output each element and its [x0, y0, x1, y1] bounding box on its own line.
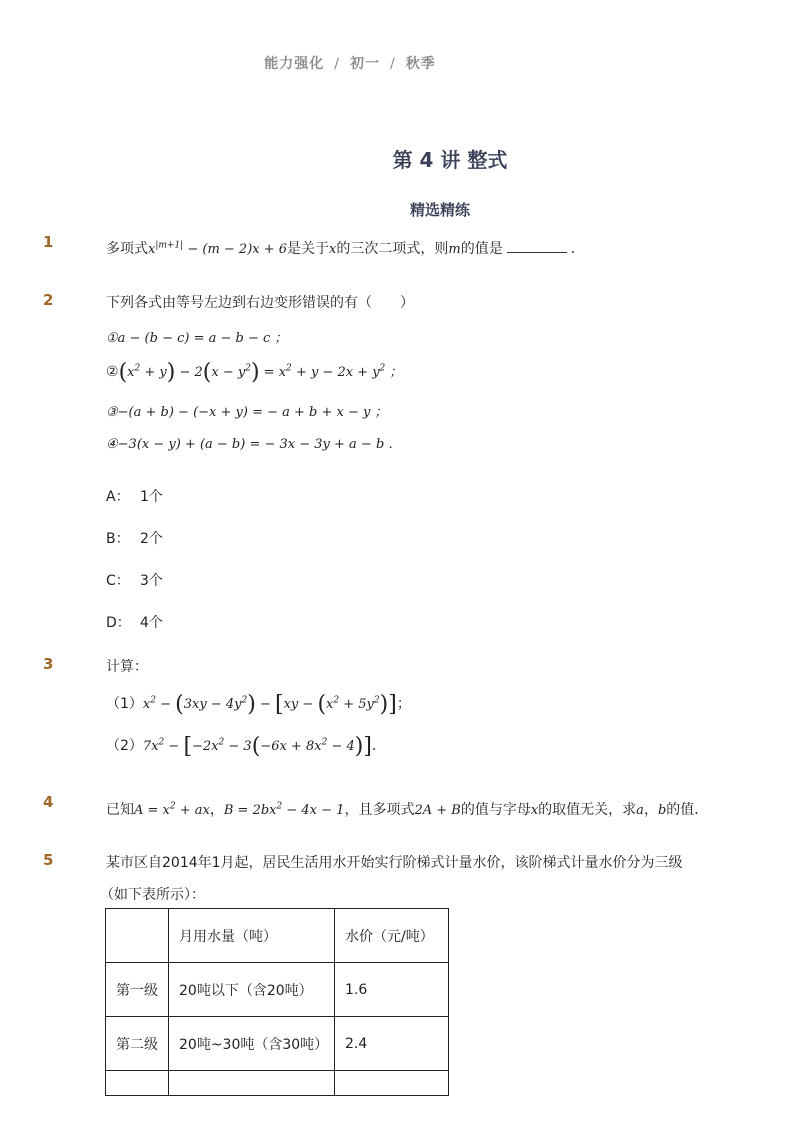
- question-2-stem: 下列各式由等号左边到右边变形错误的有（ ）: [106, 295, 414, 311]
- exponent: 2: [379, 363, 386, 374]
- breadcrumb-part-1: 能力强化: [264, 56, 325, 72]
- term: = x: [259, 365, 287, 380]
- paren-left: (: [118, 360, 128, 385]
- table-cell: 第一级: [106, 963, 169, 1017]
- table-cell: 第二级: [106, 1017, 169, 1071]
- q2-item-3: ③−(a + b) − (−x + y) = − a + b + x − y ；: [106, 405, 388, 420]
- exponent: 2: [134, 363, 141, 374]
- question-5-line-2: （如下表所示）：: [100, 887, 205, 903]
- term: a: [636, 803, 644, 818]
- table-cell: 20吨~30吨（含30吨）: [169, 1017, 335, 1071]
- exponent: 2: [286, 363, 292, 374]
- term: ；: [385, 365, 403, 380]
- option-text: 3个: [140, 573, 163, 589]
- option-c[interactable]: [106, 570, 163, 590]
- paren-left: (: [251, 734, 261, 759]
- exponent: 2: [333, 695, 340, 706]
- breadcrumb-separator: /: [390, 56, 396, 72]
- exponent: 2: [169, 801, 176, 812]
- text: 的取值无关，求: [538, 802, 637, 818]
- exponent: 2: [150, 695, 156, 706]
- term: 3xy − 4y: [183, 697, 242, 712]
- q1-end: ．: [570, 241, 585, 257]
- q1-math: [148, 242, 287, 257]
- paren-right: ): [354, 734, 364, 759]
- paren-left: (: [175, 692, 184, 717]
- table-cell: [106, 909, 169, 963]
- breadcrumb-part-2: 初一: [350, 56, 380, 72]
- option-text: 2个: [140, 531, 163, 547]
- section-title: 精选精练: [409, 201, 470, 219]
- q1-exponent: |m+1|: [155, 240, 184, 251]
- term: b: [657, 803, 667, 818]
- q3-part-1: [106, 692, 411, 717]
- text: ，: [209, 802, 224, 818]
- table-cell: 1.6: [335, 963, 449, 1017]
- question-number-5: 5: [43, 851, 54, 869]
- question-number-3: 3: [43, 655, 54, 673]
- breadcrumb-separator: /: [334, 56, 340, 72]
- term: xy −: [283, 697, 318, 712]
- q1-mid: − (m − 2)x + 6: [183, 242, 288, 257]
- option-d[interactable]: [106, 612, 163, 632]
- q2-item-2: [106, 360, 402, 385]
- q2-item-2-marker: ②: [106, 364, 119, 380]
- table-header-usage: 月用水量（吨）: [169, 909, 335, 963]
- question-1-text: [106, 238, 585, 258]
- option-letter: D：: [106, 615, 131, 631]
- water-price-table: [105, 908, 449, 1096]
- text: ，且多项式: [344, 802, 415, 818]
- term: − 3: [224, 739, 252, 754]
- term: −: [164, 739, 184, 754]
- table-cell: [169, 1071, 335, 1096]
- exponent: 2: [245, 363, 251, 374]
- exponent: 2: [373, 695, 380, 706]
- term: x: [326, 697, 334, 712]
- term: 2A + B: [414, 803, 461, 818]
- q2-item-4: ④−3(x − y) + (a − b) = − 3x − 3y + a − b ．: [106, 437, 402, 452]
- term: ；: [396, 696, 411, 712]
- q1-post2: 的三次二项式，则: [336, 241, 449, 257]
- term: 7x: [142, 739, 159, 754]
- term: −: [255, 697, 275, 712]
- text: 已知: [106, 802, 134, 818]
- exponent: 2: [241, 695, 248, 706]
- table-cell: 2.4: [335, 1017, 449, 1071]
- option-a[interactable]: [106, 486, 163, 506]
- option-b[interactable]: [106, 528, 163, 548]
- option-text: 4个: [140, 615, 163, 631]
- term: x − y: [211, 365, 246, 380]
- lecture-title: 第 4 讲 整式: [392, 148, 508, 172]
- breadcrumb-part-3: 秋季: [405, 56, 436, 72]
- table-cell: [106, 1071, 169, 1096]
- option-letter: A：: [106, 489, 130, 505]
- term: − 4x − 1: [282, 803, 345, 818]
- term: −2x: [192, 739, 219, 754]
- table-row: [106, 1017, 449, 1071]
- bracket-right: ]: [363, 734, 372, 759]
- paren-left: (: [317, 692, 327, 717]
- term: + 5y: [339, 697, 374, 712]
- paren-left: (: [202, 360, 212, 385]
- q1-var2: m: [448, 242, 461, 257]
- table-header-price: 水价（元/吨）: [335, 909, 449, 963]
- term: −6x + 8x: [260, 739, 322, 754]
- question-number-1: 1: [43, 233, 54, 251]
- table-header-row: [106, 909, 449, 963]
- option-text: 1个: [140, 489, 163, 505]
- exponent: 2: [276, 801, 283, 812]
- q1-var: x: [329, 242, 337, 257]
- question-number-2: 2: [43, 291, 54, 309]
- question-5-line-1: 某市区自2014年1月起，居民生活用水开始实行阶梯式计量水价，该阶梯式计量水价分为三级: [106, 855, 683, 871]
- table-row: [106, 1071, 449, 1096]
- paren-right: ): [247, 692, 256, 717]
- question-3-stem: 计算：: [106, 659, 148, 675]
- term: −: [156, 697, 176, 712]
- exponent: 2: [158, 737, 165, 748]
- term: + y − 2x + y: [291, 365, 380, 380]
- breadcrumb: [0, 53, 700, 73]
- exponent: 2: [218, 737, 225, 748]
- term: x: [127, 365, 135, 380]
- term: x: [530, 803, 539, 818]
- exponent: 2: [321, 737, 328, 748]
- table-row: [106, 963, 449, 1017]
- q1-post3: 的值是: [460, 241, 503, 257]
- term: + y: [140, 365, 167, 380]
- term: + ax: [175, 803, 210, 818]
- text: 的值．: [666, 802, 709, 818]
- q2-item-1: ①a − (b − c) = a − b − c ；: [106, 331, 288, 346]
- term: − 4: [327, 739, 355, 754]
- part-label: （2）: [106, 738, 143, 754]
- bracket-right: ]: [388, 692, 397, 717]
- term: B = 2bx: [223, 803, 277, 818]
- bracket-left: [: [183, 734, 193, 759]
- text: 的值与字母: [460, 802, 531, 818]
- text: ，: [643, 802, 658, 818]
- question-4-text: [106, 799, 708, 819]
- answer-blank[interactable]: [507, 240, 567, 253]
- q1-x: x: [148, 242, 156, 257]
- option-letter: B：: [106, 531, 130, 547]
- term: ．: [371, 738, 386, 754]
- q1-pre: 多项式: [106, 241, 148, 257]
- table-cell: 20吨以下（含20吨）: [169, 963, 335, 1017]
- term: − 2: [175, 365, 203, 380]
- option-letter: C：: [106, 573, 130, 589]
- bracket-left: [: [275, 692, 284, 717]
- term: x: [142, 697, 151, 712]
- q1-post: 是关于: [287, 241, 330, 257]
- q3-part-2: [106, 734, 386, 759]
- term: A = x: [134, 803, 170, 818]
- paren-right: ): [379, 692, 389, 717]
- paren-right: ): [250, 360, 260, 385]
- part-label: （1）: [106, 696, 143, 712]
- table-cell: [335, 1071, 449, 1096]
- paren-right: ): [166, 360, 176, 385]
- question-number-4: 4: [43, 793, 54, 811]
